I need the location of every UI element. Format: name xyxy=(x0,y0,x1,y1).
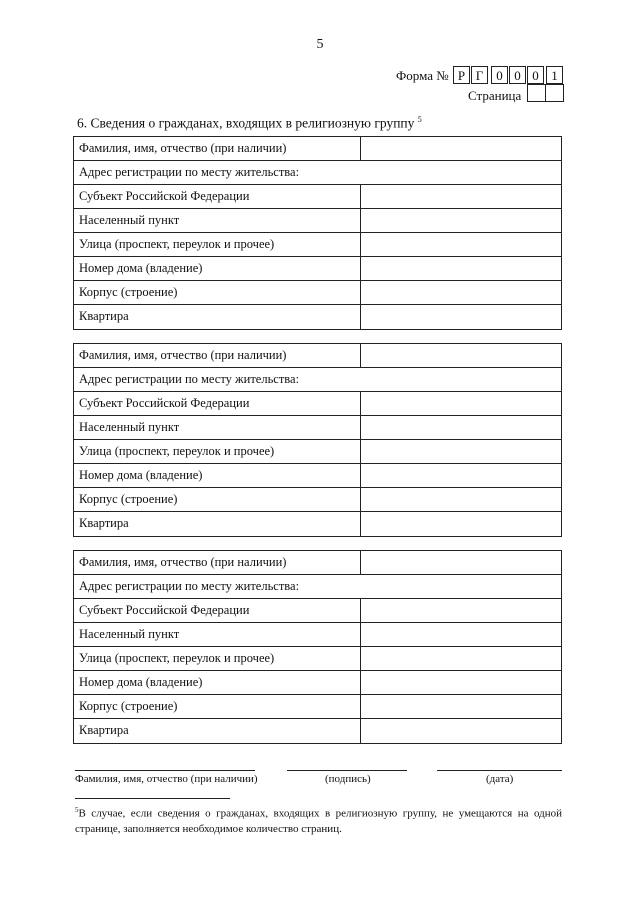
house-number-field[interactable] xyxy=(361,257,561,280)
table-row xyxy=(74,368,561,392)
field-label: Корпус (строение) xyxy=(74,695,361,718)
table-row xyxy=(74,671,561,695)
field-label: Субъект Российской Федерации xyxy=(74,392,361,415)
building-field[interactable] xyxy=(361,488,561,511)
table-row xyxy=(74,344,561,368)
field-label: Номер дома (владение) xyxy=(74,671,361,694)
table-row xyxy=(74,488,561,512)
signature-caption: (подпись) xyxy=(325,773,371,785)
field-label: Фамилия, имя, отчество (при наличии) xyxy=(74,137,361,160)
footnote-text: В случае, если сведения о гражданах, входящих в религиозную группу, не умещаются на одной странице, заполняется необходимое количество страниц. xyxy=(75,807,562,835)
table-row xyxy=(74,464,561,488)
building-field[interactable] xyxy=(361,281,561,304)
field-label: Населенный пункт xyxy=(74,623,361,646)
address-heading: Адрес регистрации по месту жительства: xyxy=(79,165,300,179)
field-label: Квартира xyxy=(74,719,361,743)
footnote-ref: 5 xyxy=(417,115,422,124)
locality-field[interactable] xyxy=(361,209,561,232)
date-caption: (дата) xyxy=(486,773,514,785)
form-code-cell: 1 xyxy=(546,66,563,84)
table-row xyxy=(74,392,561,416)
region-field[interactable] xyxy=(361,599,561,622)
locality-field[interactable] xyxy=(361,623,561,646)
field-label: Фамилия, имя, отчество (при наличии) xyxy=(74,344,361,367)
page-number-cell[interactable] xyxy=(527,84,546,102)
section-title xyxy=(77,115,422,132)
signature-line[interactable] xyxy=(287,770,407,771)
address-heading: Адрес регистрации по месту жительства: xyxy=(79,579,300,593)
field-label: Улица (проспект, переулок и прочее) xyxy=(74,233,361,256)
region-field[interactable] xyxy=(361,185,561,208)
table-row xyxy=(74,512,561,536)
table-row xyxy=(74,440,561,464)
table-row xyxy=(74,137,561,161)
field-label: Улица (проспект, переулок и прочее) xyxy=(74,647,361,670)
table-row xyxy=(74,575,561,599)
field-label: Населенный пункт xyxy=(74,416,361,439)
field-label: Субъект Российской Федерации xyxy=(74,185,361,208)
table-row xyxy=(74,695,561,719)
field-label: Субъект Российской Федерации xyxy=(74,599,361,622)
footnote-number: 5 xyxy=(75,806,79,814)
field-label: Корпус (строение) xyxy=(74,488,361,511)
name-caption: Фамилия, имя, отчество (при наличии) xyxy=(75,773,258,785)
table-row xyxy=(74,305,561,329)
field-label: Корпус (строение) xyxy=(74,281,361,304)
table-row xyxy=(74,551,561,575)
field-label: Квартира xyxy=(74,305,361,329)
table-row xyxy=(74,599,561,623)
region-field[interactable] xyxy=(361,392,561,415)
page-field-label: Страница xyxy=(468,88,522,103)
house-number-field[interactable] xyxy=(361,671,561,694)
field-label: Фамилия, имя, отчество (при наличии) xyxy=(74,551,361,574)
house-number-field[interactable] xyxy=(361,464,561,487)
table-row xyxy=(74,161,561,185)
page-number: 5 xyxy=(316,37,324,52)
table-row xyxy=(74,623,561,647)
table-row xyxy=(74,257,561,281)
name-signature-line[interactable] xyxy=(75,770,255,771)
apartment-field[interactable] xyxy=(361,512,561,536)
table-row xyxy=(74,209,561,233)
locality-field[interactable] xyxy=(361,416,561,439)
form-code-cell: 0 xyxy=(491,66,508,84)
table-row xyxy=(74,233,561,257)
field-label: Квартира xyxy=(74,512,361,536)
apartment-field[interactable] xyxy=(361,305,561,329)
table-row xyxy=(74,416,561,440)
street-field[interactable] xyxy=(361,647,561,670)
table-row xyxy=(74,185,561,209)
street-field[interactable] xyxy=(361,233,561,256)
building-field[interactable] xyxy=(361,695,561,718)
form-code-cell: Р xyxy=(453,66,470,84)
table-row xyxy=(74,719,561,743)
address-heading: Адрес регистрации по месту жительства: xyxy=(79,372,300,386)
full-name-field[interactable] xyxy=(361,551,561,574)
citizen-block-3 xyxy=(73,550,562,744)
apartment-field[interactable] xyxy=(361,719,561,743)
form-number-label: Форма № xyxy=(396,68,449,83)
footnote xyxy=(75,803,562,837)
date-line[interactable] xyxy=(437,770,562,771)
street-field[interactable] xyxy=(361,440,561,463)
form-code-cell: Г xyxy=(471,66,488,84)
page-number-cell[interactable] xyxy=(545,84,564,102)
field-label: Населенный пункт xyxy=(74,209,361,232)
table-row xyxy=(74,281,561,305)
field-label: Номер дома (владение) xyxy=(74,257,361,280)
form-code-cell: 0 xyxy=(509,66,526,84)
field-label: Номер дома (владение) xyxy=(74,464,361,487)
full-name-field[interactable] xyxy=(361,344,561,367)
section-title-text: 6. Сведения о гражданах, входящих в религиозную группу xyxy=(77,115,415,131)
field-label: Улица (проспект, переулок и прочее) xyxy=(74,440,361,463)
table-row xyxy=(74,647,561,671)
footnote-divider xyxy=(75,798,230,799)
citizen-block-2 xyxy=(73,343,562,537)
citizen-block-1 xyxy=(73,136,562,330)
full-name-field[interactable] xyxy=(361,137,561,160)
form-code-cell: 0 xyxy=(527,66,544,84)
